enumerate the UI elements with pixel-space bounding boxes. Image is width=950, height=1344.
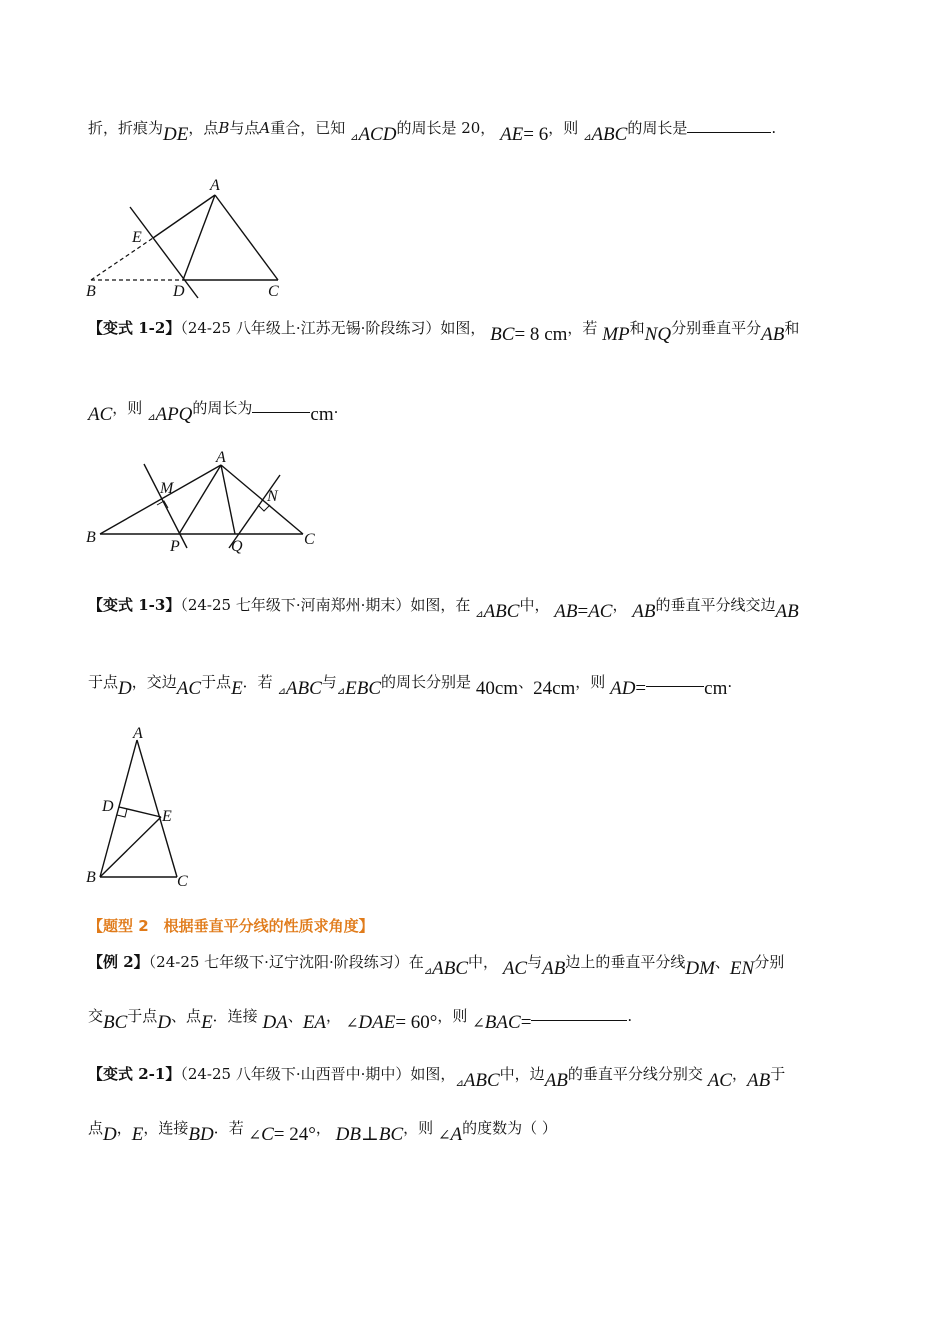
math-bac: BAC	[484, 1012, 521, 1033]
text: 的周长是	[627, 119, 688, 137]
ex2-line-1	[88, 952, 868, 979]
angle-icon: ∠	[472, 1014, 485, 1032]
math-c: C	[261, 1124, 274, 1145]
text: ．若	[242, 673, 273, 691]
text: 分别	[754, 953, 785, 971]
text: （24-25 八年级上·江苏无锡·阶段练习）如图，	[180, 319, 486, 337]
fig1-label-b: B	[86, 283, 96, 300]
text: 和	[784, 319, 800, 337]
unit-cm: cm	[704, 678, 728, 699]
text: ，则	[437, 1007, 468, 1025]
answer-blank[interactable]	[531, 1006, 627, 1021]
text: （24-25 八年级下·山西晋中·期中）如图，	[180, 1065, 456, 1083]
text: ，	[116, 1119, 132, 1137]
fig2-label-q: Q	[231, 538, 243, 555]
v21-line-1	[88, 1064, 868, 1091]
tag: 【变式 1-3】	[88, 596, 181, 614]
triangle-icon: ⊿	[475, 609, 484, 620]
fig3-label-d: D	[102, 798, 114, 815]
math-bd: BD	[188, 1124, 214, 1145]
math-e: E	[131, 1124, 144, 1145]
math-ab: AB	[632, 601, 656, 622]
text: 的垂直平分线交边	[655, 596, 776, 614]
unit-cm: cm	[494, 678, 519, 699]
math-en: EN	[729, 958, 755, 979]
perp-icon: ⊥	[360, 1124, 379, 1145]
v13-line-2	[88, 672, 868, 699]
math-abc: ABC	[463, 1070, 500, 1091]
math-ac: AC	[88, 404, 113, 425]
math-a: A	[259, 119, 271, 137]
text: （24-25 七年级下·辽宁沈阳·阶段练习）在	[148, 953, 424, 971]
text: ，点	[188, 119, 219, 137]
triangle-icon: ⊿	[336, 686, 346, 697]
text: 边上的垂直平分线	[565, 953, 686, 971]
answer-blank[interactable]	[252, 398, 310, 413]
math-d: D	[118, 678, 132, 699]
math-apq: APQ	[155, 404, 193, 425]
tag: 【变式 1-2】	[88, 319, 181, 337]
text: ，	[326, 1007, 342, 1025]
math-ac: AC	[588, 601, 613, 622]
text: 中，	[468, 953, 499, 971]
v12-line-1	[88, 318, 868, 345]
angle-icon: ∠	[437, 1126, 451, 1144]
text: ．若	[213, 1119, 244, 1137]
math-ae-value: = 6	[523, 124, 549, 145]
fig2-ap	[179, 465, 221, 534]
text: 点	[88, 1119, 104, 1137]
fig1-label-a: A	[210, 177, 220, 194]
angle-icon: ∠	[345, 1014, 359, 1032]
math-ebc: EBC	[345, 678, 382, 699]
text: 的周长为	[192, 399, 253, 417]
math-b: B	[218, 119, 230, 137]
math-abc: ABC	[483, 601, 520, 622]
math-ac: AC	[502, 958, 528, 979]
text: 、点	[171, 1007, 202, 1025]
math-ad: AD	[610, 678, 636, 699]
text: .	[771, 119, 777, 137]
math-ab: AB	[775, 601, 799, 622]
math-da: DA	[262, 1012, 288, 1033]
text: 于点	[201, 673, 232, 691]
math-e: E	[201, 1012, 213, 1033]
tag: 【例 2】	[88, 953, 149, 971]
math-mp: MP	[602, 324, 630, 345]
text: 与	[321, 673, 337, 691]
v13-line-1	[88, 595, 868, 622]
section-heading: 【题型 2 根据垂直平分线的性质求角度】	[88, 917, 374, 935]
text: ，则	[112, 399, 143, 417]
text: （24-25 七年级下·河南郑州·期末）如图，在	[180, 596, 471, 614]
math-ac: AC	[176, 678, 202, 699]
triangle-icon: ⊿	[147, 412, 156, 423]
math-e: E	[231, 678, 243, 699]
math-nq: NQ	[644, 324, 672, 345]
text: 交	[88, 1007, 104, 1025]
fig2-label-a: A	[216, 449, 226, 466]
text: ，交边	[131, 673, 177, 691]
text: ，	[315, 1119, 331, 1137]
math-a: A	[450, 1124, 463, 1145]
text: ，连接	[143, 1119, 189, 1137]
figure-1	[80, 170, 310, 305]
angle-icon: ∠	[248, 1126, 262, 1144]
text: 中，	[519, 596, 550, 614]
ex2-line-2	[88, 1006, 868, 1033]
math-dae-value: = 60°	[395, 1012, 438, 1033]
text: ，则	[575, 673, 606, 691]
math-eq: =	[635, 678, 647, 699]
triangle-icon: ⊿	[350, 132, 359, 143]
answer-blank[interactable]	[687, 118, 771, 133]
fig2-label-n: N	[267, 488, 278, 505]
text: 于	[770, 1065, 786, 1083]
math-ab: AB	[542, 958, 566, 979]
fig3-label-e: E	[162, 808, 172, 825]
text: 的周长是 20，	[396, 119, 496, 137]
figure-3	[80, 722, 210, 892]
value-24: 24	[533, 678, 553, 699]
unit-cm: cm	[310, 404, 334, 425]
tag: 【变式 2-1】	[88, 1065, 181, 1083]
math-bc-value: = 8	[514, 324, 540, 345]
text: 重合，已知	[270, 119, 346, 137]
fig3-be	[100, 817, 161, 877]
text: ．连接	[212, 1007, 258, 1025]
text: .	[627, 1007, 633, 1025]
math-ea: EA	[302, 1012, 327, 1033]
text: 和	[629, 319, 645, 337]
fig2-label-b: B	[86, 529, 96, 546]
fig3-label-a: A	[133, 725, 143, 742]
unit-cm: cm	[544, 324, 568, 345]
text: 、	[287, 1007, 303, 1025]
math-d: D	[103, 1124, 117, 1145]
fig1-ae	[153, 195, 215, 238]
math-bc: BC	[103, 1012, 128, 1033]
math-ae: AE	[500, 124, 524, 145]
text: 、	[714, 953, 730, 971]
math-eq: =	[577, 601, 589, 622]
fig1-label-c: C	[268, 283, 279, 300]
math-dm: DM	[685, 958, 715, 979]
fig1-fold-line	[130, 207, 198, 298]
v21-line-2	[88, 1118, 868, 1145]
math-eq: =	[520, 1012, 532, 1033]
math-c-value: = 24°	[273, 1124, 316, 1145]
fig3-label-b: B	[86, 869, 96, 886]
math-bc: BC	[490, 324, 515, 345]
math-abc: ABC	[591, 124, 628, 145]
fig2-ab	[100, 465, 221, 534]
math-d: D	[157, 1012, 172, 1033]
text: 于点	[88, 673, 119, 691]
text: .	[727, 673, 733, 691]
text: 、	[518, 673, 534, 691]
math-ab: AB	[544, 1070, 568, 1091]
fig1-label-e: E	[132, 229, 142, 246]
value-40: 40	[475, 678, 495, 699]
triangle-icon: ⊿	[455, 1078, 464, 1089]
fig2-right-angle-n	[258, 505, 270, 511]
q1-line	[88, 118, 868, 145]
text: ，则	[403, 1119, 434, 1137]
fig1-label-d: D	[173, 283, 185, 300]
text: 的垂直平分线分别交	[567, 1065, 703, 1083]
unit-cm: cm	[552, 678, 576, 699]
text: 折，折痕为	[88, 119, 164, 137]
math-ab: AB	[747, 1070, 771, 1091]
text: 的度数为（ ）	[462, 1119, 557, 1137]
math-acd: ACD	[358, 124, 397, 145]
fig1-be-dashed	[91, 238, 153, 280]
figure-2	[80, 445, 330, 560]
text: ，若	[567, 319, 598, 337]
fig2-label-m: M	[160, 480, 174, 497]
fig2-label-p: P	[170, 538, 180, 555]
triangle-icon: ⊿	[277, 686, 286, 697]
math-ab: AB	[761, 324, 785, 345]
text: ，则	[548, 119, 579, 137]
fig1-ad	[183, 195, 215, 280]
text: 与点	[229, 119, 260, 137]
math-dae: DAE	[358, 1012, 396, 1033]
text: 的周长分别是	[381, 673, 472, 691]
math-ab: AB	[554, 601, 578, 622]
text: ，	[612, 596, 628, 614]
triangle-icon: ⊿	[423, 966, 433, 977]
v12-line-2	[88, 398, 868, 425]
answer-blank[interactable]	[646, 672, 704, 687]
text: 分别垂直平分	[671, 319, 762, 337]
math-abc: ABC	[432, 958, 469, 979]
text: 与	[527, 953, 543, 971]
fig1-ac	[215, 195, 278, 280]
fig3-label-c: C	[177, 873, 188, 890]
fig2-label-c: C	[304, 531, 315, 548]
math-ac: AC	[707, 1070, 732, 1091]
text: ，	[731, 1065, 747, 1083]
triangle-icon: ⊿	[583, 132, 592, 143]
text: 于点	[127, 1007, 158, 1025]
math-de: DE	[163, 124, 189, 145]
math-abc: ABC	[285, 678, 322, 699]
text: 中，边	[499, 1065, 545, 1083]
math-db: DB	[335, 1124, 361, 1145]
math-bc: BC	[378, 1124, 404, 1145]
text: .	[333, 399, 339, 417]
